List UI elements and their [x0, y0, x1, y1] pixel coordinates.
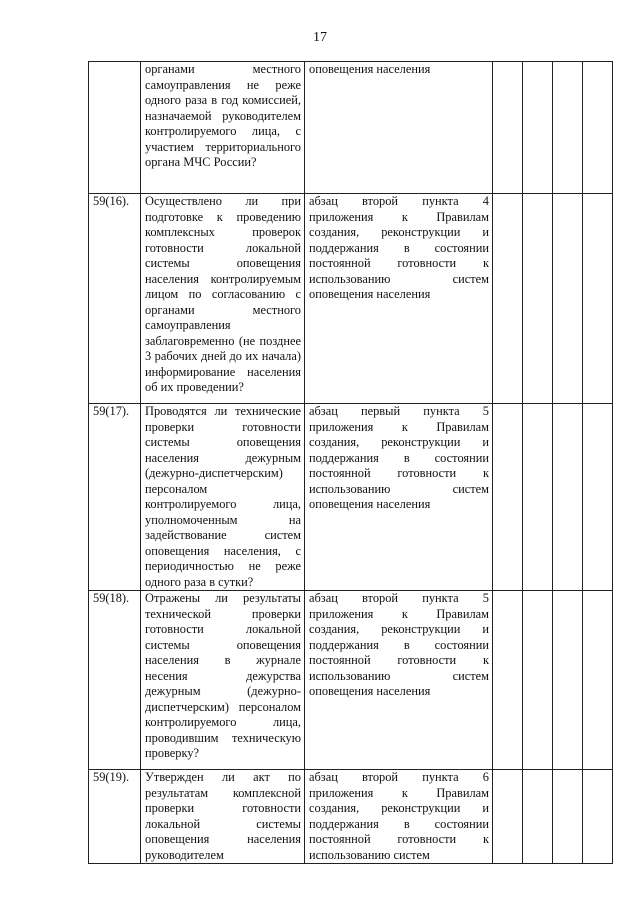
- page-number: 17: [313, 30, 327, 45]
- answer-no-cell[interactable]: [523, 62, 553, 194]
- answer-no-cell[interactable]: [523, 404, 553, 591]
- answer-yes-cell[interactable]: [493, 404, 523, 591]
- answer-no-cell[interactable]: [523, 591, 553, 770]
- notes-cell[interactable]: [583, 62, 613, 194]
- notes-cell[interactable]: [583, 194, 613, 404]
- answer-yes-cell[interactable]: [493, 194, 523, 404]
- table-row: [89, 62, 613, 194]
- checklist-table: [88, 61, 613, 864]
- legal-reference: абзац второй пункта 4 приложения к Правилам создания, реконструкции и поддержания в состоянии постоянной готовности к использованию систем оповещения населения: [305, 194, 493, 404]
- answer-na-cell[interactable]: [553, 62, 583, 194]
- question-text: Отражены ли результаты технической проверки готовности локальной системы оповещения населения в журнале несения дежурства дежурным (дежурно-диспетчерским) персоналом контролируемого лица, проводившим техническую проверку?: [141, 591, 305, 770]
- legal-reference: абзац первый пункта 5 приложения к Правилам создания, реконструкции и поддержания в состоянии постоянной готовности к использованию систем оповещения населения: [305, 404, 493, 591]
- table-row: [89, 194, 613, 404]
- answer-yes-cell[interactable]: [493, 770, 523, 864]
- legal-reference: оповещения населения: [305, 62, 493, 194]
- answer-na-cell[interactable]: [553, 591, 583, 770]
- answer-no-cell[interactable]: [523, 194, 553, 404]
- notes-cell[interactable]: [583, 404, 613, 591]
- row-number: 59(16).: [89, 194, 141, 404]
- notes-cell[interactable]: [583, 770, 613, 864]
- table-row: [89, 404, 613, 591]
- row-number: 59(17).: [89, 404, 141, 591]
- answer-na-cell[interactable]: [553, 770, 583, 864]
- answer-na-cell[interactable]: [553, 404, 583, 591]
- answer-no-cell[interactable]: [523, 770, 553, 864]
- question-text: органами местного самоуправления не реже одного раза в год комиссией, назначаемой руководителем контролируемого лица, с участием территориального органа МЧС России?: [141, 62, 305, 194]
- legal-reference: абзац второй пункта 5 приложения к Правилам создания, реконструкции и поддержания в состоянии постоянной готовности к использованию систем оповещения населения: [305, 591, 493, 770]
- notes-cell[interactable]: [583, 591, 613, 770]
- question-text: Проводятся ли технические проверки готовности системы оповещения населения дежурным (дежурно-диспетчерским) персоналом контролируемого лица, уполномоченным на задействование систем оповещения населения, с периодичностью не реже одного раза в сутки?: [141, 404, 305, 591]
- table-row: [89, 770, 613, 864]
- row-number: 59(19).: [89, 770, 141, 864]
- legal-reference: абзац второй пункта 6 приложения к Правилам создания, реконструкции и поддержания в состоянии постоянной готовности к использованию систем: [305, 770, 493, 864]
- question-text: Осуществлено ли при подготовке к проведению комплексных проверок готовности локальной системы оповещения населения контролируемым лицом по согласованию с органами местного самоуправления заблаговременно (не позднее 3 рабочих дней до их начала) информирование населения об их проведении?: [141, 194, 305, 404]
- question-text: Утвержден ли акт по результатам комплексной проверки готовности локальной системы оповещения населения руководителем: [141, 770, 305, 864]
- row-number: [89, 62, 141, 194]
- answer-yes-cell[interactable]: [493, 62, 523, 194]
- answer-yes-cell[interactable]: [493, 591, 523, 770]
- table-row: [89, 591, 613, 770]
- row-number: 59(18).: [89, 591, 141, 770]
- answer-na-cell[interactable]: [553, 194, 583, 404]
